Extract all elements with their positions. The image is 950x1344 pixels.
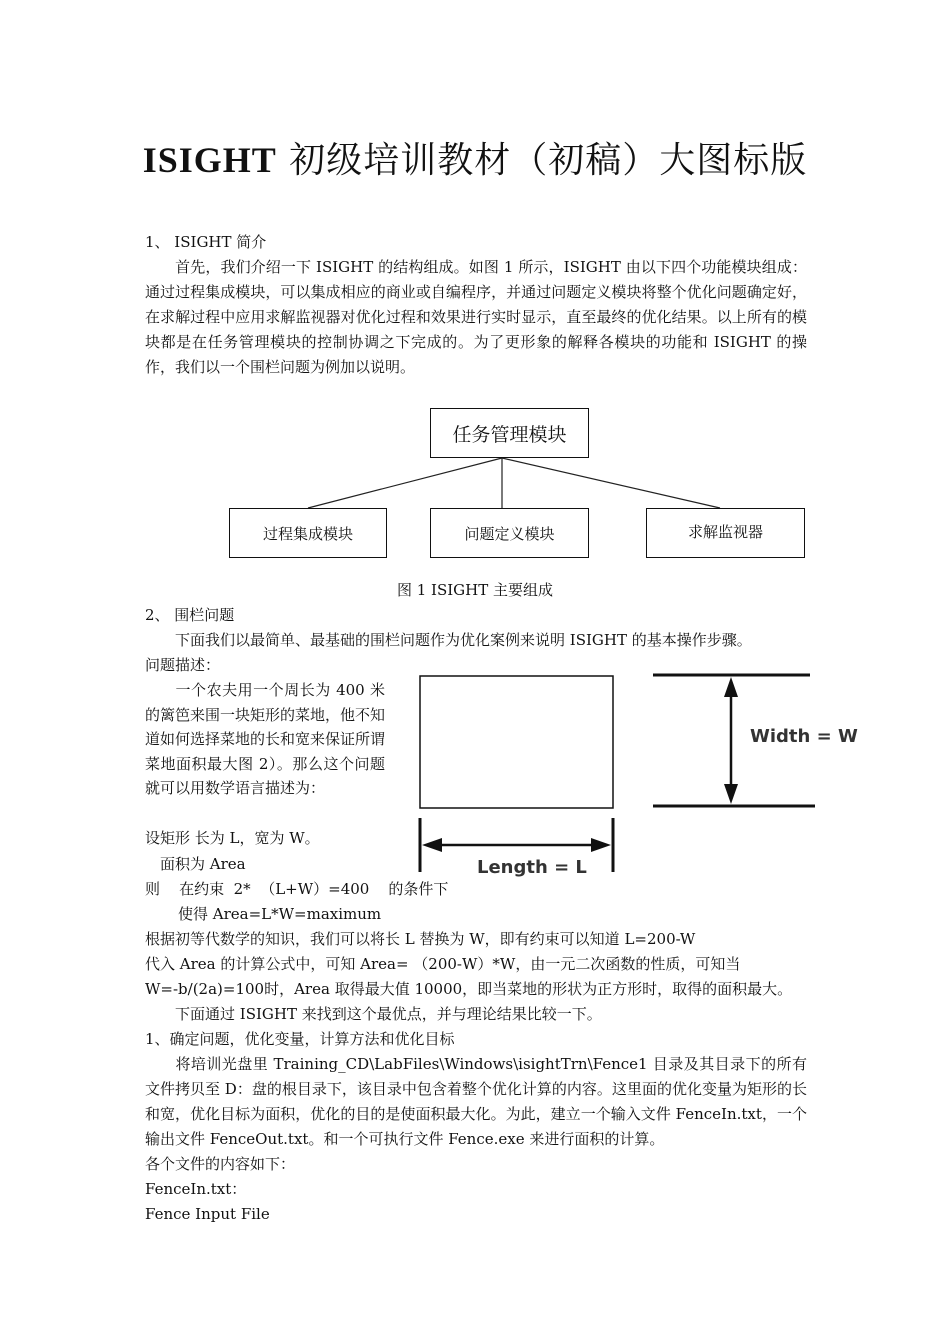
width-arrow-head-up	[724, 677, 738, 697]
section-3-paragraph	[145, 1052, 807, 1152]
verify-line: 下面通过 ISIGHT 来找到这个最优点，并与理论结果比较一下。	[175, 1005, 602, 1023]
problem-label: 问题描述：	[145, 656, 221, 674]
length-label: Length = L	[477, 857, 587, 878]
problem-definition-label: 问题定义模块	[464, 524, 555, 543]
section-1-paragraph-text: 首先，我们介绍一下 ISIGHT 的结构组成。如图 1 所示，ISIGHT 由以下四个功能模块组成：通过过程集成模块，可以集成相应的商业或自编程序，并通过问题定义模块将整个优化问题确定好，在求解过程中应用求解监视器对优化过程和效果进行实时显示，直至最终的优化结果。以上所有的模块都是在任务管理模块的控制协调之下完成的。为了更形象的解释各模块的功能和 ISIGHT 的操作，我们以一个围栏问题为例加以说明。	[145, 258, 807, 376]
field-rectangle	[420, 676, 613, 808]
width-arrow-head-down	[724, 784, 738, 804]
section-1-heading: 1、 ISIGHT 简介	[145, 233, 267, 251]
file-content: Fence Input File	[145, 1205, 270, 1223]
section-3-paragraph-text: 将培训光盘里 Training_CD\LabFiles\Windows\isightTrn\Fence1 目录及其目录下的所有文件拷贝至 D：盘的根目录下，该目录中包含着整个优化计算的内容。这里面的优化变量为矩形的长和宽，优化目标为面积，优化的目的是使面积最大化。为此，建立一个输入文件 FenceIn.txt，一个输出文件 FenceOut.txt。和一个可执行文件 Fence.exe 来进行面积的计算。	[145, 1055, 807, 1148]
section-2-heading: 2、 围栏问题	[145, 606, 235, 624]
formula-line-2: W=-b/(2a)=100时，Area 取得最大值 10000，即当菜地的形状为正方形时，取得的面积最大。	[145, 980, 793, 998]
length-arrow-head-left	[422, 838, 442, 852]
length-arrow-head-right	[591, 838, 611, 852]
problem-description-text: 一个农夫用一个周长为 400 米的篱笆来围一块矩形的菜地，他不知道如何选择菜地的长和宽来保证所谓菜地面积最大图 2）。那么这个问题就可以用数学语言描述为：	[145, 681, 386, 797]
width-label: Width = W	[750, 726, 858, 747]
formula-line-1: 代入 Area 的计算公式中，可知 Area= （200-W）*W，由一元二次函数的性质，可知当	[145, 955, 741, 973]
title-english: ISIGHT	[142, 140, 277, 180]
derivation-line: 根据初等代数学的知识，我们可以将长 L 替换为 W，即有约束可以知道 L=200-W	[145, 930, 696, 948]
figure-1-caption: 图 1 ISIGHT 主要组成	[396, 581, 554, 599]
title-chinese: 初级培训教材（初稿）大图标版	[289, 140, 808, 181]
section-2-intro: 下面我们以最简单、最基础的围栏问题作为优化案例来说明 ISIGHT 的基本操作步骤。	[175, 631, 752, 649]
section-3-heading: 1、确定问题，优化变量，计算方法和优化目标	[145, 1030, 455, 1048]
process-integration-label: 过程集成模块	[262, 524, 353, 543]
let-line: 设矩形 长为 L，宽为 W。	[145, 829, 320, 847]
constraint-line: 则 在约束 2* （L+W）=400 的条件下	[145, 880, 449, 898]
objective-line: 使得 Area=L*W=maximum	[178, 905, 382, 923]
solution-monitor-label: 求解监视器	[687, 523, 763, 541]
area-line: 面积为 Area	[160, 855, 246, 873]
file-name: FenceIn.txt：	[145, 1180, 247, 1198]
files-line: 各个文件的内容如下：	[145, 1155, 296, 1173]
task-management-label: 任务管理模块	[452, 423, 567, 446]
